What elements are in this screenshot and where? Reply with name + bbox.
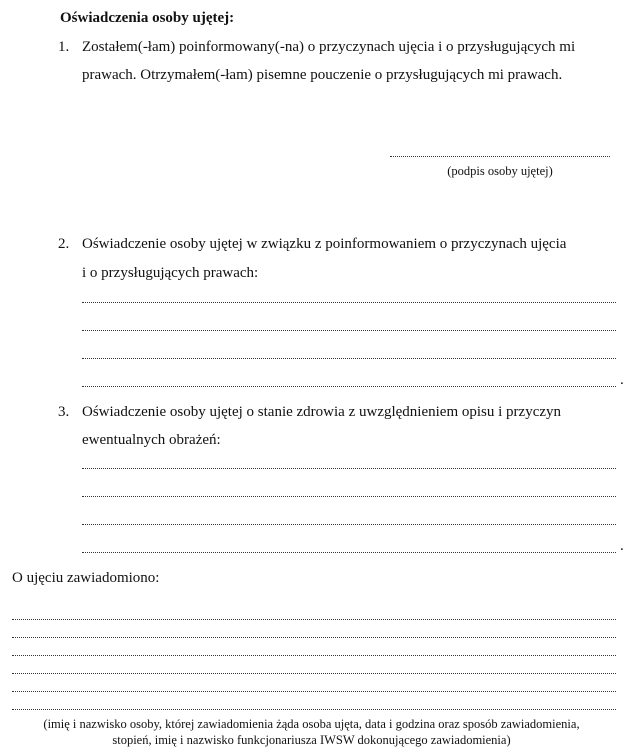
signature-line[interactable] — [390, 156, 610, 157]
notification-line-1[interactable] — [12, 619, 616, 620]
item-1-line-1: Zostałem(-łam) poinformowany(-na) o przyczynach ujęcia i o przysługujących mi — [82, 39, 576, 55]
item-3-answer-line-1[interactable] — [82, 468, 616, 469]
notification-line-4[interactable] — [12, 673, 616, 674]
item-2-line-2: i o przysługujących prawach: — [82, 265, 259, 281]
item-3-answer-line-3[interactable] — [82, 524, 616, 525]
item-3-line-1: Oświadczenie osoby ujętej o stanie zdrowia z uwzględnieniem opisu i przyczyn — [82, 404, 562, 420]
item-2-answer-line-3[interactable] — [82, 358, 616, 359]
item-3-answer-line-4[interactable] — [82, 552, 616, 553]
item-2-answer-line-2[interactable] — [82, 330, 616, 331]
item-1-number: 1. — [58, 39, 70, 55]
item-1-line-2: prawach. Otrzymałem(-łam) pisemne pouczenie o przysługujących mi prawach. — [82, 67, 563, 83]
item-2-end-period: . — [620, 372, 624, 388]
notification-line-3[interactable] — [12, 655, 616, 656]
notification-note-line-2: stopień, imię i nazwisko funkcjonariusza IWSW dokonującego zawiadomienia) — [112, 733, 511, 747]
item-3-end-period: . — [620, 538, 624, 554]
notification-line-5[interactable] — [12, 691, 616, 692]
notification-label: O ujęciu zawiadomiono: — [12, 570, 160, 586]
item-3-line-2: ewentualnych obrażeń: — [82, 432, 221, 448]
signature-label: (podpis osoby ujętej) — [447, 164, 553, 178]
item-2-number: 2. — [58, 236, 70, 252]
notification-note-line-1: (imię i nazwisko osoby, której zawiadomienia żąda osoba ujęta, data i godzina oraz sposób zawiadomienia, — [43, 717, 580, 731]
item-3-number: 3. — [58, 404, 70, 420]
section-heading: Oświadczenia osoby ujętej: — [60, 10, 235, 26]
item-3-answer-line-2[interactable] — [82, 496, 616, 497]
item-2-answer-line-4[interactable] — [82, 386, 616, 387]
item-2-line-1: Oświadczenie osoby ujętej w związku z poinformowaniem o przyczynach ujęcia — [82, 236, 567, 252]
notification-line-6[interactable] — [12, 709, 616, 710]
item-2-answer-line-1[interactable] — [82, 302, 616, 303]
notification-line-2[interactable] — [12, 637, 616, 638]
